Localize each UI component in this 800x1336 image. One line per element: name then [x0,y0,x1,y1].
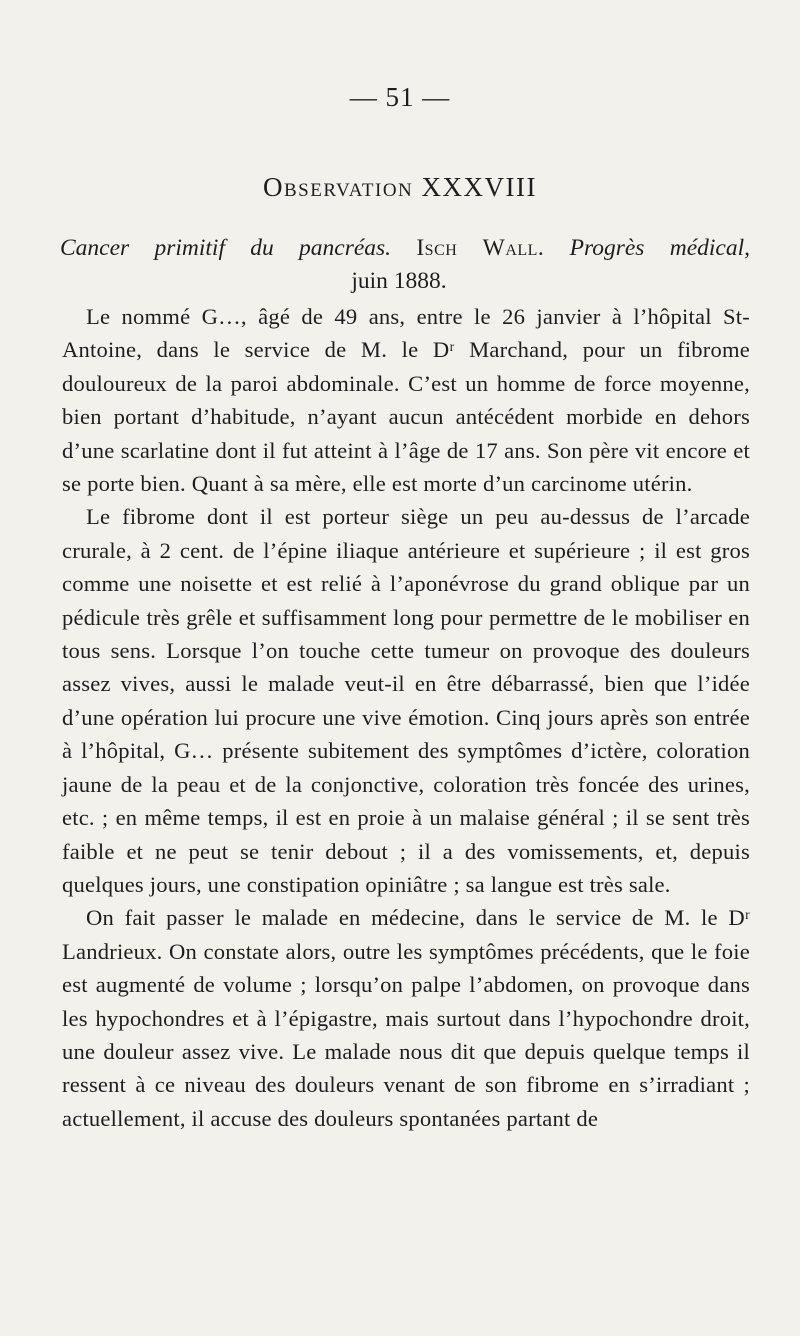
observation-title: Observation XXXVIII [263,172,537,202]
page-number: — 51 — [349,82,451,112]
reference-author: Isch Wall. [416,235,545,261]
paragraph-3: On fait passer le malade en médecine, dans le service de M. le Dʳ Landrieux. On constate alors, outre les symptômes précédents, que le foie est augmenté de volume ; lorsqu’on palpe l’abdomen, on provoque dans les hypochondres et à l’épigastre, mais surtout dans l’hypochondre droit, une douleur assez vive. Le malade nous dit que depuis quelque temps il ressent à ce niveau des douleurs venant de son fibrome en s’irradiant ; actuellement, il accuse des douleurs spontanées partant de [62,905,750,1131]
reference-title: Cancer primitif du pancréas. [60,235,392,261]
observation-body [62,300,750,1135]
reference-journal: Progrès médical, [569,235,750,261]
bibliographic-reference [60,232,750,298]
paragraph-2: Le fibrome dont il est porteur siège un peu au-dessus de l’arcade crurale, à 2 cent. de l’épine iliaque antérieure et supérieure ; il est gros comme une noisette et est relié à l’aponévrose du grand oblique par un pédicule très grêle et suffisamment long pour permettre de le mobiliser en tous sens. Lorsque l’on touche cette tumeur on provoque des douleurs assez vives, aussi le malade veut-il en être débarrassé, bien que l’idée d’une opération lui procure une vive émotion. Cinq jours après son entrée à l’hôpital, G… présente subitement des symptômes d’ictère, coloration jaune de la peau et de la conjonctive, coloration très foncée des urines, etc. ; en même temps, il est en proie à un malaise général ; il se sent très faible et ne peut se tenir debout ; il a des vomissements, et, depuis quelques jours, une constipation opiniâtre ; sa langue est très sale. [62,504,750,897]
reference-date: juin 1888. [351,268,447,294]
paragraph-1: Le nommé G…, âgé de 49 ans, entre le 26 janvier à l’hôpital St-Antoine, dans le service de M. le Dʳ Marchand, pour un fibrome douloureux de la paroi abdominale. C’est un homme de force moyenne, bien portant d’habitude, n’ayant aucun antécédent morbide en dehors d’une scarlatine dont il fut atteint à l’âge de 17 ans. Son père vit encore et se porte bien. Quant à sa mère, elle est morte d’un carcinome utérin. [62,304,750,497]
